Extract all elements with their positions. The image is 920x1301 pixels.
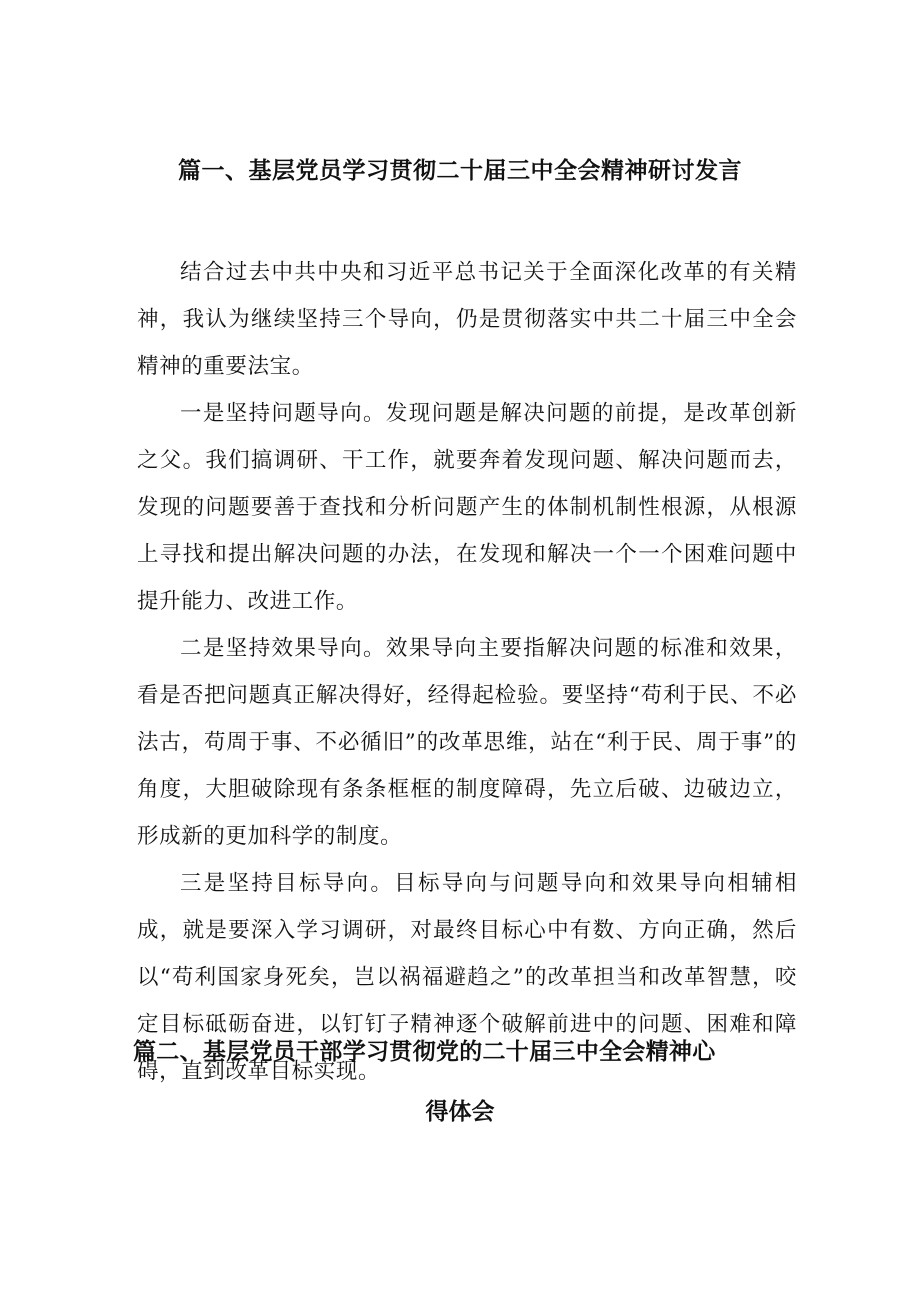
- paragraph-goal-orientation: 三是坚持目标导向。目标导向与问题导向和效果导向相辅相成，就是要深入学习调研，对最终目标心中有数、方向正确，然后以“苟利国家身死矣，岂以祸福避趋之”的改革担当和改革智慧，咬定目标砥砺奋进，以钉钉子精神逐个破解前进中的问题、困难和障碍，直到改革目标实现。: [137, 871, 797, 1084]
- heading-section-2-line-1: 篇二、基层党员干部学习贯彻党的二十届三中全会精神心: [133, 1039, 716, 1065]
- paragraph-problem-orientation: 一是坚持问题导向。发现问题是解决问题的前提，是改革创新之父。我们搞调研、干工作，就要奔着发现问题、解决问题而去，发现的问题要善于查找和分析问题产生的体制机制性根源，从根源上寻找和提出解决问题的办法，在发现和解决一个一个困难问题中提升能力、改进工作。: [137, 401, 797, 614]
- paragraph-intro: 结合过去中共中央和习近平总书记关于全面深化改革的有关精神，我认为继续坚持三个导向，仍是贯彻落实中共二十届三中全会精神的重要法宝。: [137, 260, 797, 379]
- paragraph-effect-orientation: 二是坚持效果导向。效果导向主要指解决问题的标准和效果，看是否把问题真正解决得好，经得起检验。要坚持“苟利于民、不必法古，苟周于事、不必循旧”的改革思维，站在“利于民、周于事”的角度，大胆破除现有条条框框的制度障碍，先立后破、边破边立，形成新的更加科学的制度。: [137, 636, 797, 849]
- body-text: [137, 249, 797, 1095]
- heading-section-2-line-2: 得体会: [425, 1099, 495, 1125]
- heading-section-1: 篇一、基层党员学习贯彻二十届三中全会精神研讨发言: [178, 158, 742, 184]
